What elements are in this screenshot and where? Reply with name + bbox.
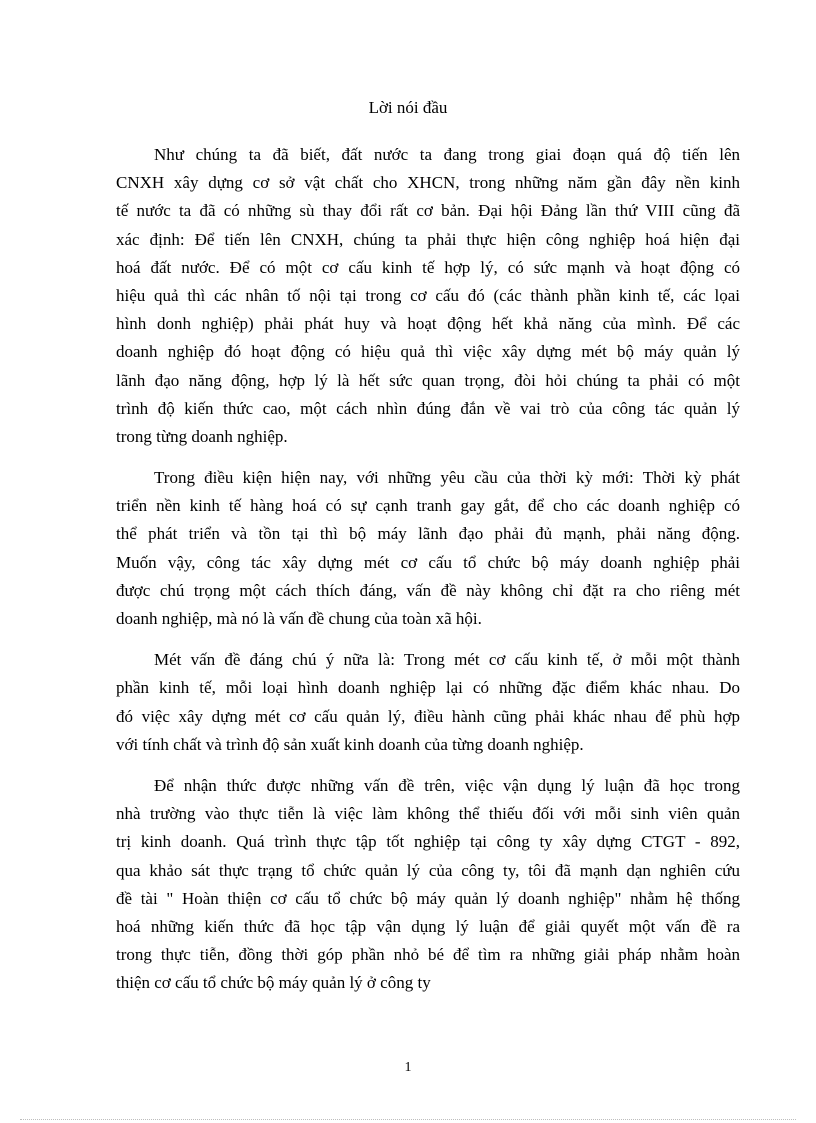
paragraph: [116, 772, 740, 998]
paragraph-line: đề tài " Hoàn thiện cơ cấu tổ chức bộ máy quản lý doanh nghiệp" nhằm hệ thống: [116, 888, 740, 908]
paragraph-line: doanh nghiệp, mà nó là vấn đề chung của toàn xã hội.: [116, 609, 482, 628]
paragraph-line: Muốn vậy, công tác xây dựng mét cơ cấu tổ chức bộ máy doanh nghiệp phải: [116, 552, 740, 572]
paragraph: [116, 141, 740, 451]
paragraph-line: doanh nghiệp đó hoạt động có hiệu quả thì việc xây dựng mét bộ máy quản lý: [116, 342, 740, 362]
paragraph-line: với tính chất và trình độ sản xuất kinh doanh của từng doanh nghiệp.: [116, 734, 584, 754]
paragraph-line: hoá những kiến thức đã học tập vận dụng lý luận để giải quyết một vấn đề ra: [116, 916, 740, 936]
paragraph-line: Như chúng ta đã biết, đất nước ta đang trong giai đoạn quá độ tiến lên: [154, 145, 740, 164]
page-bottom-divider: [20, 1119, 796, 1120]
paragraph-line: hoá đất nước. Để có một cơ cấu kinh tế hợp lý, có sức mạnh và hoạt động có: [116, 257, 740, 277]
paragraph-line: nhà trường vào thực tiễn là việc làm không thể thiếu đối với mỗi sinh viên quản: [116, 804, 740, 824]
page-title: Lời nói đầu: [368, 98, 448, 117]
paragraph: [116, 646, 740, 759]
paragraph-line: hình donh nghiệp) phải phát huy và hoạt động hết khả năng của mình. Để các: [116, 314, 740, 334]
paragraph-line: triển nền kinh tế hàng hoá có sự cạnh tranh gay gắt, để cho các doanh nghiệp có: [116, 496, 740, 516]
paragraph-line: Để nhận thức được những vấn đề trên, việc vận dụng lý luận đã học trong: [154, 775, 740, 795]
paragraph-line: Mét vấn đề đáng chú ý nữa là: Trong mét cơ cấu kinh tế, ở mỗi một thành: [154, 650, 740, 670]
document-body: [116, 141, 740, 1010]
paragraph-line: qua khảo sát thực trạng tổ chức quản lý của công ty, tôi đã mạnh dạn nghiên cứu: [116, 860, 740, 880]
paragraph-line: tế nước ta đã có những sù thay đổi rất cơ bản. Đại hội Đảng lần thứ VIII cũng đã: [116, 201, 740, 221]
paragraph: [116, 464, 740, 633]
paragraph-line: phần kinh tế, mỗi loại hình doanh nghiệp lại có những đặc điểm khác nhau. Do: [116, 678, 740, 698]
paragraph-line: đó việc xây dựng mét cơ cấu quản lý, điều hành cũng phải khác nhau để phù hợp: [116, 706, 740, 726]
paragraph-line: thể phát triển và tồn tại thì bộ máy lãnh đạo phải đủ mạnh, phải năng động.: [116, 524, 740, 544]
paragraph-line: CNXH xây dựng cơ sở vật chất cho XHCN, trong những năm gần đây nền kinh: [116, 173, 740, 193]
page-number: 1: [404, 1060, 412, 1075]
paragraph-line: hiệu quả thì các nhân tố nội tại trong cơ cấu đó (các thành phần kinh tế, các lọai: [116, 285, 740, 305]
paragraph-line: trình độ kiến thức cao, một cách nhìn đúng đắn về vai trò của công tác quản lý: [116, 398, 740, 418]
paragraph-line: Trong điều kiện hiện nay, với những yêu cầu của thời kỳ mới: Thời kỳ phát: [154, 468, 740, 488]
paragraph-line: lãnh đạo năng động, hợp lý là hết sức quan trọng, đòi hỏi chúng ta phải có một: [116, 370, 740, 390]
paragraph-line: trong từng doanh nghiệp.: [116, 426, 288, 446]
paragraph-line: trị kinh doanh. Quá trình thực tập tốt nghiệp tại công ty xây dựng CTGT - 892,: [116, 832, 740, 852]
paragraph-line: thiện cơ cấu tổ chức bộ máy quản lý ở công ty: [116, 973, 431, 993]
paragraph-line: được chú trọng một cách thích đáng, vấn đề này không chỉ đặt ra cho riêng mét: [116, 580, 740, 600]
paragraph-line: xác định: Để tiến lên CNXH, chúng ta phải thực hiện công nghiệp hoá hiện đại: [116, 229, 740, 249]
paragraph-line: trong thực tiễn, đồng thời góp phần nhỏ bé để tìm ra những giải pháp nhằm hoàn: [116, 945, 740, 965]
